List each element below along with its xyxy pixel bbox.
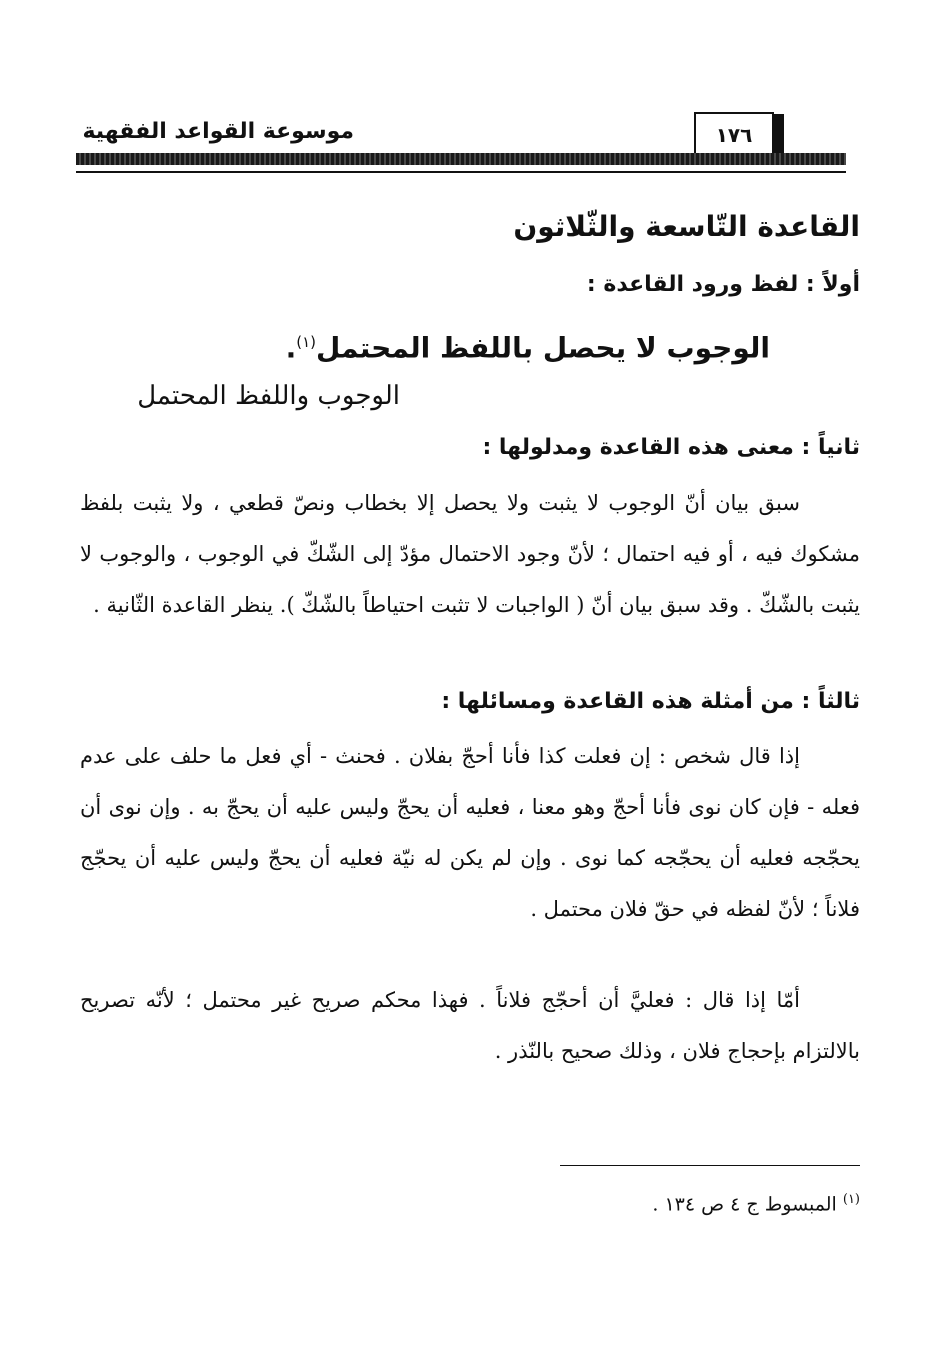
footnote-text: المبسوط ج ٤ ص ١٣٤ .	[652, 1193, 837, 1216]
page-number: ١٧٦	[694, 112, 774, 156]
section2-heading: ثانياً : معنى هذه القاعدة ومدلولها :	[482, 435, 860, 460]
header-rule	[76, 153, 846, 165]
book-title: موسوعة القواعد الفقهية	[82, 119, 354, 144]
rule-text-body: الوجوب لا يحصل باللفظ المحتمل	[315, 331, 770, 365]
paragraph-text: إذا قال شخص : إن فعلت كذا فأنا أحجّ بفلان . فحنث - أي فعل ما حلف على عدم فعله - فإن كان نوى فأنا أحجّ وهو معنا ، فعليه أن يحجّ وليس عليه أن يحجّ به . وإن نوى أن يحجّجه فعليه أن يحجّجه كما نوى . وإن لم يكن له نيّة فعليه أن يحجّ وليس عليه أن يحجّج فلاناً ؛ لأنّ لفظه في حقّ فلان محتمل .	[80, 744, 860, 921]
paragraph-text: أمّا إذا قال : فعليَّ أن أحجّج فلاناً . فهذا محكم صريح غير محتمل ؛ لأنّه تصريح بالالتزام بإحجاج فلان ، وذلك صحيح بالنّذر .	[80, 988, 860, 1063]
rule-title: القاعدة التّاسعة والثّلاثون	[513, 210, 860, 243]
section3-heading: ثالثاً : من أمثلة هذه القاعدة ومسائلها :	[441, 689, 860, 714]
rule-text	[286, 318, 770, 372]
footnote-reference: (١)	[296, 333, 316, 351]
footnote-marker: (١)	[842, 1192, 860, 1207]
header-rule-thin	[76, 171, 846, 173]
footnote	[652, 1182, 860, 1222]
rule-text-end: .	[285, 331, 297, 365]
section2-paragraph	[80, 478, 860, 631]
footnote-separator	[560, 1165, 860, 1166]
example1-paragraph	[80, 731, 860, 935]
paragraph-text: سبق بيان أنّ الوجوب لا يثبت ولا يحصل إلا بخطاب ونصّ قطعي ، ولا يثبت بلفظ مشكوك فيه ، أو فيه احتمال ؛ لأنّ وجود الاحتمال مؤدّ إلى الشّكّ في الوجوب ، والوجوب لا يثبت بالشّكّ . وقد سبق بيان أنّ ( الواجبات لا تثبت احتياطاً بالشّكّ ). ينظر القاعدة الثّانية .	[80, 491, 860, 617]
rule-subtitle: الوجوب واللفظ المحتمل	[137, 381, 400, 411]
example2-paragraph	[80, 975, 860, 1077]
section1-heading: أولاً : لفظ ورود القاعدة :	[586, 272, 860, 297]
